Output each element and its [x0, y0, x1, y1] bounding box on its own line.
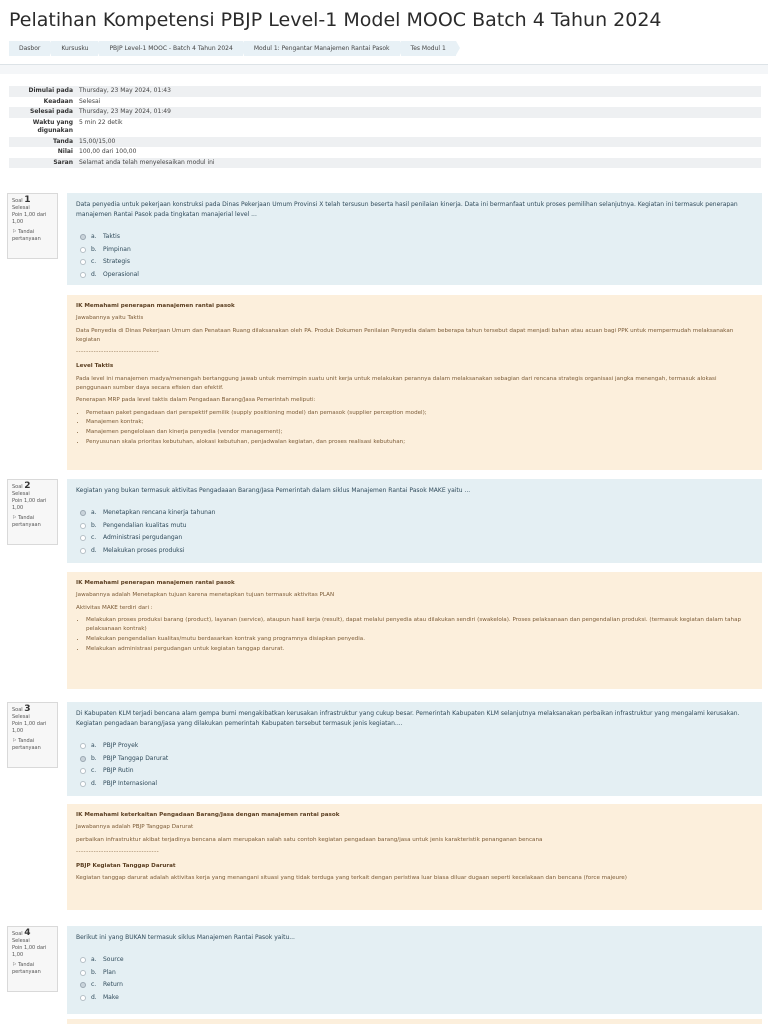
option-text: Strategis: [103, 258, 130, 266]
breadcrumb-kursusku[interactable]: Kursusku: [51, 41, 98, 56]
feedback-explanation: perbaikan infrastruktur akibat terjadinya bencana alam merupakan salah satu contoh kegiatan pengadaan barang/jasa untuk jenis karakteristik penanganan bencana: [76, 836, 543, 843]
question-number: 2: [24, 481, 31, 491]
radio-button[interactable]: [80, 247, 86, 253]
question-points: Poin 1,00 dari 1,00: [12, 212, 47, 225]
summary-label: Tanda: [9, 137, 76, 148]
option-letter: a.: [91, 233, 97, 241]
flag-label: Tandai pertanyaan: [12, 515, 41, 528]
feedback-list-item: • Melakukan administrasi pergudangan untuk kegiatan tanggap darurat.: [86, 645, 753, 654]
feedback-list: [76, 409, 753, 448]
question-label: Soal: [12, 484, 23, 490]
option-letter: c.: [91, 534, 97, 542]
feedback-description: Kegiatan tanggap darurat adalah aktivitas kerja yang menangani situasi yang tidak terduga yang terkait dengan peristiwa luar biasa diluar dugaan seperti kecelakaan dan bencana (force majeure): [76, 875, 627, 882]
section-divider: [0, 64, 768, 74]
summary-label: Nilai: [9, 147, 76, 158]
option-text: Taktis: [103, 233, 120, 241]
option-text: Pimpinan: [103, 245, 131, 253]
flag-icon: ⚐: [12, 229, 17, 235]
question-box-1: [67, 193, 762, 285]
breadcrumb-course[interactable]: PBJP Level-1 MOOC - Batch 4 Tahun 2024: [99, 41, 242, 56]
feedback-subheading: PBJP Kegiatan Tanggap Darurat: [76, 863, 176, 870]
option-letter: d.: [91, 993, 97, 1001]
option-text: Operasional: [103, 270, 139, 278]
option-letter: b.: [91, 521, 97, 529]
breadcrumb-dasbor[interactable]: Dasbor: [9, 41, 50, 56]
flag-question-link[interactable]: [12, 515, 53, 529]
option-letter: a.: [91, 509, 97, 517]
feedback-list-item: • Pemetaan paket pengadaan dari perspektif pemilik (supply positioning model) dan pemasok (supplier perception model);: [86, 409, 753, 418]
question-label: Soal: [12, 707, 23, 713]
breadcrumb-test[interactable]: Tes Modul 1: [401, 41, 456, 56]
option-text: Plan: [103, 968, 116, 976]
question-points: Poin 1,00 dari 1,00: [12, 498, 47, 511]
feedback-heading: IK Memahami penerapan manajemen rantai pasok: [76, 303, 235, 309]
question-info-2: [7, 479, 58, 545]
flag-question-link[interactable]: [12, 962, 53, 976]
feedback-intro: Penerapan MRP pada level taktis dalam Pengadaan Barang/Jasa Pemerintah meliputi:: [76, 397, 316, 404]
summary-row: [9, 147, 761, 158]
option-letter: b.: [91, 754, 97, 762]
question-status: Selesai: [12, 205, 30, 211]
feedback-heading: IK Memahami keterkaitan Pengadaan Barang/Jasa dengan manajemen rantai pasok: [76, 812, 340, 818]
question-info-1: [7, 193, 58, 259]
answer-option[interactable]: [76, 740, 753, 753]
radio-button[interactable]: [80, 756, 86, 762]
feedback-list-item: • Melakukan pengendalian kualitas/mutu berdasarkan kontrak yang programnya disiapkan penyedia.: [86, 635, 753, 644]
feedback-answer: Jawabannya adalah Menetapkan tujuan karena menetapkan tujuan termasuk aktivitas PLAN: [76, 592, 335, 599]
option-text: Pengendalian kualitas mutu: [103, 521, 187, 529]
option-text: PBJP Tanggap Darurat: [103, 754, 169, 762]
summary-value: Thursday, 23 May 2024, 01:43: [76, 86, 761, 97]
radio-button[interactable]: [80, 510, 86, 516]
option-text: PBJP Rutin: [103, 767, 134, 775]
radio-button[interactable]: [80, 272, 86, 278]
question-info-3: [7, 702, 58, 768]
flag-label: Tandai pertanyaan: [12, 962, 41, 975]
option-letter: d.: [91, 546, 97, 554]
summary-row: [9, 97, 761, 108]
answer-option[interactable]: [76, 269, 753, 282]
feedback-explanation: Data Penyedia di Dinas Pekerjaan Umum dan Penataan Ruang dilaksanakan oleh PA. Produk Dokumen Penilaian Penyedia dalam beberapa tahun tersebut dapat menjadi bahan atau acuan bagi PPK untuk mempermudah melaksanakan kegiatan: [76, 327, 734, 343]
question-number: 4: [24, 928, 31, 938]
summary-value: Selesai: [76, 97, 761, 108]
question-text: Data penyedia untuk pekerjaan konstruksi pada Dinas Pekerjaan Umum Provinsi X telah tersusun beserta hasil penilaian kinerja. Data ini bermanfaat untuk proses pemilihan selanjutnya. Kegiatan ini termasuk penerapan manajemen Rantai Pasok pada tingkatan manajerial level ...: [76, 201, 738, 218]
option-letter: b.: [91, 968, 97, 976]
option-text: Menetapkan rencana kinerja tahunan: [103, 509, 216, 517]
radio-button[interactable]: [80, 957, 86, 963]
flag-label: Tandai pertanyaan: [12, 738, 41, 751]
option-text: Administrasi pergudangan: [103, 534, 183, 542]
question-number: 1: [24, 195, 31, 205]
summary-row: [9, 107, 761, 118]
summary-label: Selesai pada: [9, 107, 76, 118]
summary-row: [9, 158, 761, 169]
option-letter: a.: [91, 956, 97, 964]
question-status: Selesai: [12, 714, 30, 720]
answer-option[interactable]: [76, 545, 753, 558]
question-box-4: [67, 926, 762, 1014]
summary-label: Saran: [9, 158, 76, 169]
answer-option[interactable]: [76, 244, 753, 257]
feedback-list: [76, 616, 753, 654]
question-info-4: [7, 926, 58, 992]
feedback-separator: ---------------------------------: [76, 349, 160, 356]
option-letter: a.: [91, 742, 97, 750]
flag-question-link[interactable]: [12, 229, 53, 243]
answer-option[interactable]: [76, 967, 753, 980]
option-letter: d.: [91, 270, 97, 278]
radio-button[interactable]: [80, 970, 86, 976]
feedback-description: Pada level ini manajemen madya/menengah bertanggung jawab untuk memimpin suatu unit kerja untuk melakukan perannya dalam melaksanakan sebagian dari rencana strategis organisasi jangka menengah, termasuk alokasi penggunaan sumber daya secara efisien dan efektif.: [76, 375, 717, 392]
summary-row: [9, 118, 761, 137]
question-text: Kegiatan yang bukan termasuk aktivitas Pengadaaan Barang/Jasa Pemerintah dalam siklus Manajemen Rantai Pasok MAKE yaitu ...: [76, 487, 471, 494]
answer-option[interactable]: [76, 532, 753, 545]
feedback-subheading: Level Taktis: [76, 363, 114, 370]
feedback-list-item: • Manajemen kontrak;: [86, 418, 753, 427]
option-text: Make: [103, 993, 119, 1001]
summary-value: 5 min 22 detik: [76, 118, 761, 137]
option-letter: b.: [91, 245, 97, 253]
feedback-list-item: • Manajemen pengelolaan dan kinerja penyedia (vendor management);: [86, 428, 753, 437]
radio-button[interactable]: [80, 768, 86, 774]
feedback-separator: ---------------------------------: [76, 848, 160, 855]
flag-question-link[interactable]: [12, 738, 53, 752]
option-text: PBJP Proyek: [103, 742, 139, 750]
answer-option[interactable]: [76, 753, 753, 766]
question-points: Poin 1,00 dari 1,00: [12, 721, 47, 734]
radio-button[interactable]: [80, 548, 86, 554]
option-text: Source: [103, 956, 124, 964]
answer-option[interactable]: [76, 979, 753, 992]
feedback-box-2: [67, 572, 762, 689]
flag-icon: ⚐: [12, 738, 17, 744]
answer-option[interactable]: [76, 256, 753, 269]
option-text: Melakukan proses produksi: [103, 546, 185, 554]
answer-option[interactable]: [76, 778, 753, 791]
radio-button[interactable]: [80, 234, 86, 240]
feedback-box-1: [67, 295, 762, 470]
summary-row: [9, 137, 761, 148]
answer-option[interactable]: [76, 992, 753, 1005]
radio-button[interactable]: [80, 982, 86, 988]
summary-label: Waktu yang digunakan: [9, 118, 76, 137]
radio-button[interactable]: [80, 535, 86, 541]
question-box-2: [67, 479, 762, 563]
radio-button[interactable]: [80, 259, 86, 265]
feedback-list-item: • Melakukan proses produksi barang (product), layanan (service), ataupun hasil kerja (result), dapat melalui penyedia atau dilakukan sendiri (swakelola). Proses pelaksanaan dan pengendalian produksi. (termasuk kegiatan dalam tahap pelaksanaan kontrak): [86, 616, 753, 635]
flag-label: Tandai pertanyaan: [12, 229, 41, 242]
question-text: Berikut ini yang BUKAN termasuk siklus Manajemen Rantai Pasok yaitu...: [76, 934, 295, 941]
option-letter: c.: [91, 767, 97, 775]
feedback-intro: Aktivitas MAKE terdiri dari :: [76, 604, 153, 611]
question-status: Selesai: [12, 938, 30, 944]
summary-row: [9, 86, 761, 97]
summary-label: Dimulai pada: [9, 86, 76, 97]
summary-value: Selamat anda telah menyelesaikan modul ini: [76, 158, 761, 169]
answer-option[interactable]: [76, 520, 753, 533]
question-number: 3: [24, 704, 31, 714]
flag-icon: ⚐: [12, 962, 17, 968]
radio-button[interactable]: [80, 995, 86, 1001]
page-title: Pelatihan Kompetensi PBJP Level-1 Model MOOC Batch 4 Tahun 2024: [9, 9, 662, 31]
question-label: Soal: [12, 198, 23, 204]
summary-value: 100,00 dari 100,00: [76, 147, 761, 158]
feedback-heading: IK Memahami penerapan manajemen rantai pasok: [76, 580, 235, 586]
feedback-box-4: [67, 1019, 762, 1024]
question-text: Di Kabupaten KLM terjadi bencana alam gempa bumi mengakibatkan kerusakan infrastruktur yang cukup besar. Pemerintah Kabupaten KLM selanjutnya melaksanakan perbaikan infrastruktur yang mengalami kerusakan. Kegiatan pengadaan barang/jasa yang dilakukan pemerintah Kabupaten tersebut termasuk jenis kegiatan....: [76, 710, 740, 727]
option-letter: c.: [91, 981, 97, 989]
answer-option[interactable]: [76, 954, 753, 967]
summary-value: Thursday, 23 May 2024, 01:49: [76, 107, 761, 118]
question-box-3: [67, 702, 762, 796]
summary-value: 15,00/15,00: [76, 137, 761, 148]
attempt-summary-table: [9, 86, 761, 168]
question-status: Selesai: [12, 491, 30, 497]
radio-button[interactable]: [80, 743, 86, 749]
breadcrumb-module[interactable]: Modul 1: Pengantar Manajemen Rantai Pasok: [244, 41, 400, 56]
summary-label: Keadaan: [9, 97, 76, 108]
radio-button[interactable]: [80, 523, 86, 529]
flag-icon: ⚐: [12, 515, 17, 521]
option-text: Return: [103, 981, 123, 989]
question-label: Soal: [12, 931, 23, 937]
breadcrumb: [9, 41, 457, 56]
answer-option[interactable]: [76, 507, 753, 520]
option-letter: d.: [91, 779, 97, 787]
radio-button[interactable]: [80, 781, 86, 787]
feedback-answer: Jawabannya adalah PBJP Tanggap Darurat: [76, 824, 194, 831]
feedback-list-item: • Penyusunan skala prioritas kebutuhan, alokasi kebutuhan, penjadwalan kegiatan, dan proses realisasi kebutuhan;: [86, 438, 753, 447]
option-letter: c.: [91, 258, 97, 266]
feedback-answer: Jawabannya yaitu Taktis: [76, 315, 144, 322]
question-points: Poin 1,00 dari 1,00: [12, 945, 47, 958]
option-text: PBJP Internasional: [103, 779, 158, 787]
answer-option[interactable]: [76, 765, 753, 778]
answer-option[interactable]: [76, 231, 753, 244]
feedback-box-3: [67, 804, 762, 910]
